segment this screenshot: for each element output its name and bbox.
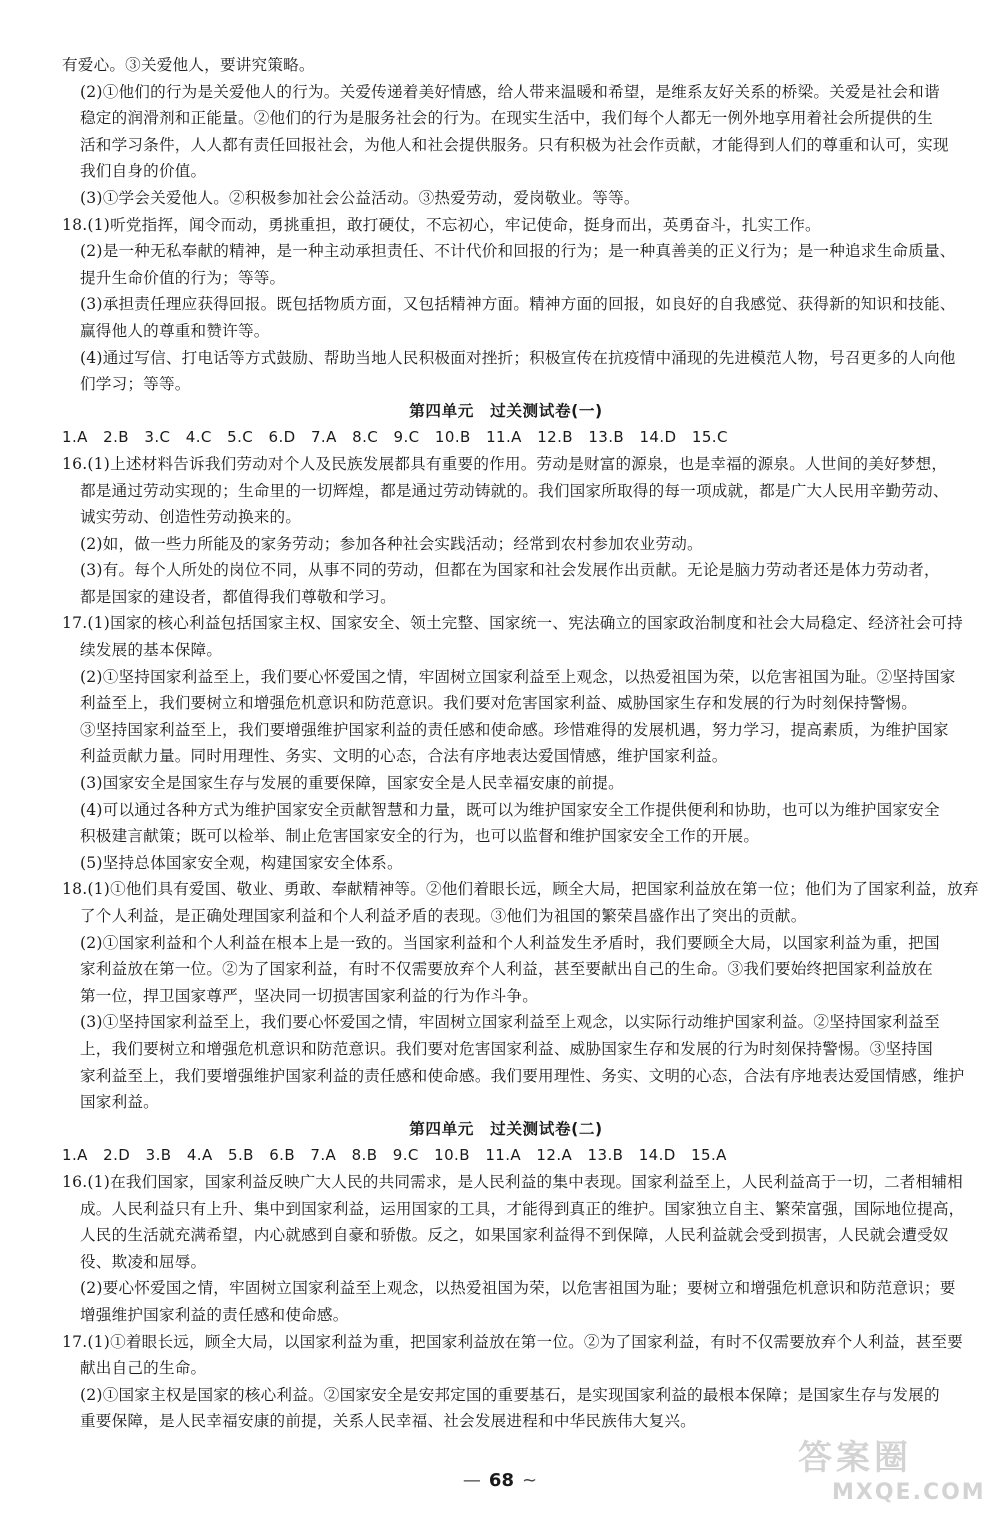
- text-line: 第一位，捍卫国家尊严，坚决同一切损害国家利益的行为作斗争。: [80, 986, 539, 1005]
- watermark-logo: [798, 1436, 988, 1510]
- text-line: 提升生命价值的行为；等等。: [80, 268, 286, 287]
- text-line: (3)有。每个人所处的岗位不同，从事不同的劳动，但都在为国家和社会发展作出贡献。无论是脑力劳动者还是体力劳动者，: [80, 561, 940, 580]
- answer-block-unit3: [62, 52, 956, 398]
- text-line: 活和学习条件，人人都有责任回报社会，为他人和社会提供服务。只有积极为社会作贡献，才能得到人们的尊重和认可，实现: [80, 135, 949, 154]
- text-line: (2)要心怀爱国之情，牢固树立国家利益至上观念，以热爱祖国为荣，以危害祖国为耻；要树立和增强危机意识和防范意识；要: [80, 1279, 956, 1298]
- text-line: 家利益至上，我们要增强维护国家利益的责任感和使命感。我们要用理性、务实、文明的心态，合法有序地表达爱国情感，维护: [80, 1066, 965, 1085]
- text-line: 有爱心。③关爱他人，要讲究策略。: [62, 56, 315, 74]
- answer-block-test-1: [62, 451, 979, 1116]
- text-line: (4)通过写信、打电话等方式鼓励、帮助当地人民积极面对挫折；积极宣传在抗疫情中涌现的先进模范人物，号召更多的人向他: [80, 348, 956, 367]
- text-line: 成。人民利益只有上升、集中到国家利益，运用国家的工具，才能得到真正的维护。国家独立自主、繁荣富强，国际地位提高，: [80, 1199, 965, 1218]
- text-line: (3)①学会关爱他人。②积极参加社会公益活动。③热爱劳动，爱岗敬业。等等。: [80, 188, 640, 207]
- text-line: 献出自己的生命。: [80, 1359, 207, 1378]
- text-line: 人民的生活就充满希望，内心就感到自豪和骄傲。反之，如果国家利益得不到保障，人民利益就会受到损害，人民就会遭受奴: [80, 1226, 949, 1245]
- text-line: 家利益放在第一位。②为了国家利益，有时不仅需要放弃个人利益，甚至要献出自己的生命。③我们要始终把国家利益放在: [80, 960, 933, 979]
- watermark-url: MXQE.COM: [832, 1480, 986, 1505]
- text-line: 增强维护国家利益的责任感和使命感。: [80, 1305, 349, 1324]
- text-line: 我们自身的价值。: [80, 162, 207, 181]
- text-line: (2)是一种无私奉献的精神，是一种主动承担责任、不计代价和回报的行为；是一种真善美的正义行为；是一种追求生命质量、: [80, 242, 956, 261]
- text-line: (2)①坚持国家利益至上，我们要心怀爱国之情，牢固树立国家利益至上观念，以热爱祖国为荣，以危害祖国为耻。②坚持国家: [80, 667, 956, 686]
- text-line: (3)①坚持国家利益至上，我们要心怀爱国之情，牢固树立国家利益至上观念，以实际行动维护国家利益。②坚持国家利益至: [80, 1013, 940, 1032]
- text-line: (5)坚持总体国家安全观，构建国家安全体系。: [80, 853, 403, 872]
- text-line: 了个人利益，是正确处理国家利益和个人利益矛盾的表现。③他们为祖国的繁荣昌盛作出了突出的贡献。: [80, 907, 807, 925]
- text-line: 16.(1)上述材料告诉我们劳动对个人及民族发展都具有重要的作用。劳动是财富的源泉，也是幸福的源泉。人世间的美好梦想，: [62, 454, 948, 473]
- text-line: 17.(1)国家的核心利益包括国家主权、国家安全、领土完整、国家统一、宪法确立的国家政治制度和社会大局稳定、经济社会可持: [62, 614, 963, 633]
- text-line: (2)①他们的行为是关爱他人的行为。关爱传递着美好情感，给人带来温暖和希望，是维系友好关系的桥梁。关爱是社会和谐: [80, 82, 940, 101]
- answer-content: [62, 52, 979, 1435]
- text-line: 利益贡献力量。同时用理性、务实、文明的心态，合法有序地表达爱国情感，维护国家利益。: [80, 747, 728, 766]
- text-line: (2)如，做一些力所能及的家务劳动；参加各种社会实践活动；经常到农村参加农业劳动。: [80, 534, 703, 553]
- text-line: 上，我们要树立和增强危机意识和防范意识。我们要对危害国家利益、威胁国家生存和发展的行为时刻保持警惕。③坚持国: [80, 1039, 933, 1058]
- text-line: 重要保障，是人民幸福安康的前提，关系人民幸福、社会发展进程和中华民族伟大复兴。: [80, 1412, 696, 1431]
- text-line: 诚实劳动、创造性劳动换来的。: [80, 508, 302, 527]
- text-line: 国家利益。: [80, 1093, 159, 1112]
- text-line: 16.(1)在我们国家，国家利益反映广大人民的共同需求，是人民利益的集中表现。国家利益至上，人民利益高于一切，二者相辅相: [62, 1172, 963, 1191]
- text-line: 续发展的基本保障。: [80, 641, 223, 660]
- page-number-value: 68: [488, 1470, 514, 1491]
- section-heading-test-1: 第四单元 过关测试卷(一): [409, 401, 603, 420]
- text-line: (4)可以通过各种方式为维护国家安全贡献智慧和力量，既可以为维护国家安全工作提供便利和协助，也可以为维护国家安全: [80, 800, 940, 819]
- text-line: 18.(1)听党指挥，闻令而动，勇挑重担，敢打硬仗，不忘初心，牢记使命，挺身而出，英勇奋斗，扎实工作。: [62, 215, 821, 234]
- page-number: — 68 ~: [462, 1470, 538, 1491]
- text-line: ③坚持国家利益至上，我们要增强维护国家利益的责任感和使命感。珍惜难得的发展机遇，努力学习，提高素质，为维护国家: [80, 720, 949, 739]
- text-line: (3)国家安全是国家生存与发展的重要保障，国家安全是人民幸福安康的前提。: [80, 774, 624, 793]
- section-heading-test-2: 第四单元 过关测试卷(二): [409, 1119, 603, 1138]
- watermark-title: 答案圈: [798, 1438, 912, 1478]
- text-line: 赢得他人的尊重和赞许等。: [80, 321, 270, 340]
- multiple-choice-answers-test-2: 1.A 2.D 3.B 4.A 5.B 6.B 7.A 8.B 9.C 10.B 11.A 12.A 13.B 14.D 15.A: [62, 1146, 727, 1165]
- text-line: 都是通过劳动实现的；生命里的一切辉煌，都是通过劳动铸就的。我们国家所取得的每一项成就，都是广大人民用辛勤劳动、: [80, 481, 949, 500]
- text-line: 17.(1)①着眼长远，顾全大局，以国家利益为重，把国家利益放在第一位。②为了国家利益，有时不仅需要放弃个人利益，甚至要: [62, 1332, 963, 1351]
- multiple-choice-answers-test-1: 1.A 2.B 3.C 4.C 5.C 6.D 7.A 8.C 9.C 10.B 11.A 12.B 13.B 14.D 15.C: [62, 428, 728, 447]
- text-line: 积极建言献策；既可以检举、制止危害国家安全的行为，也可以监督和维护国家安全工作的开展。: [80, 827, 760, 846]
- text-line: 稳定的润滑剂和正能量。②他们的行为是服务社会的行为。在现实生活中，我们每个人都无一例外地享用着社会所提供的生: [80, 109, 933, 128]
- text-line: 18.(1)①他们具有爱国、敬业、勇敢、奉献精神等。②他们着眼长远，顾全大局，把国家利益放在第一位；他们为了国家利益，放弃: [62, 880, 979, 899]
- text-line: 们学习；等等。: [80, 375, 191, 394]
- text-line: 利益至上，我们要树立和增强危机意识和防范意识。我们要对危害国家利益、威胁国家生存和发展的行为时刻保持警惕。: [80, 694, 918, 713]
- text-line: (2)①国家利益和个人利益在根本上是一致的。当国家利益和个人利益发生矛盾时，我们要顾全大局，以国家利益为重，把国: [80, 933, 940, 952]
- text-line: (2)①国家主权是国家的核心利益。②国家安全是安邦定国的重要基石，是实现国家利益的最根本保障；是国家生存与发展的: [80, 1385, 940, 1404]
- text-line: 役、欺凌和屈辱。: [80, 1252, 207, 1271]
- text-line: (3)承担责任理应获得回报。既包括物质方面，又包括精神方面。精神方面的回报，如良好的自我感觉、获得新的知识和技能、: [80, 295, 956, 314]
- text-line: 都是国家的建设者，都值得我们尊敬和学习。: [80, 587, 396, 606]
- answer-block-test-2: [62, 1169, 965, 1435]
